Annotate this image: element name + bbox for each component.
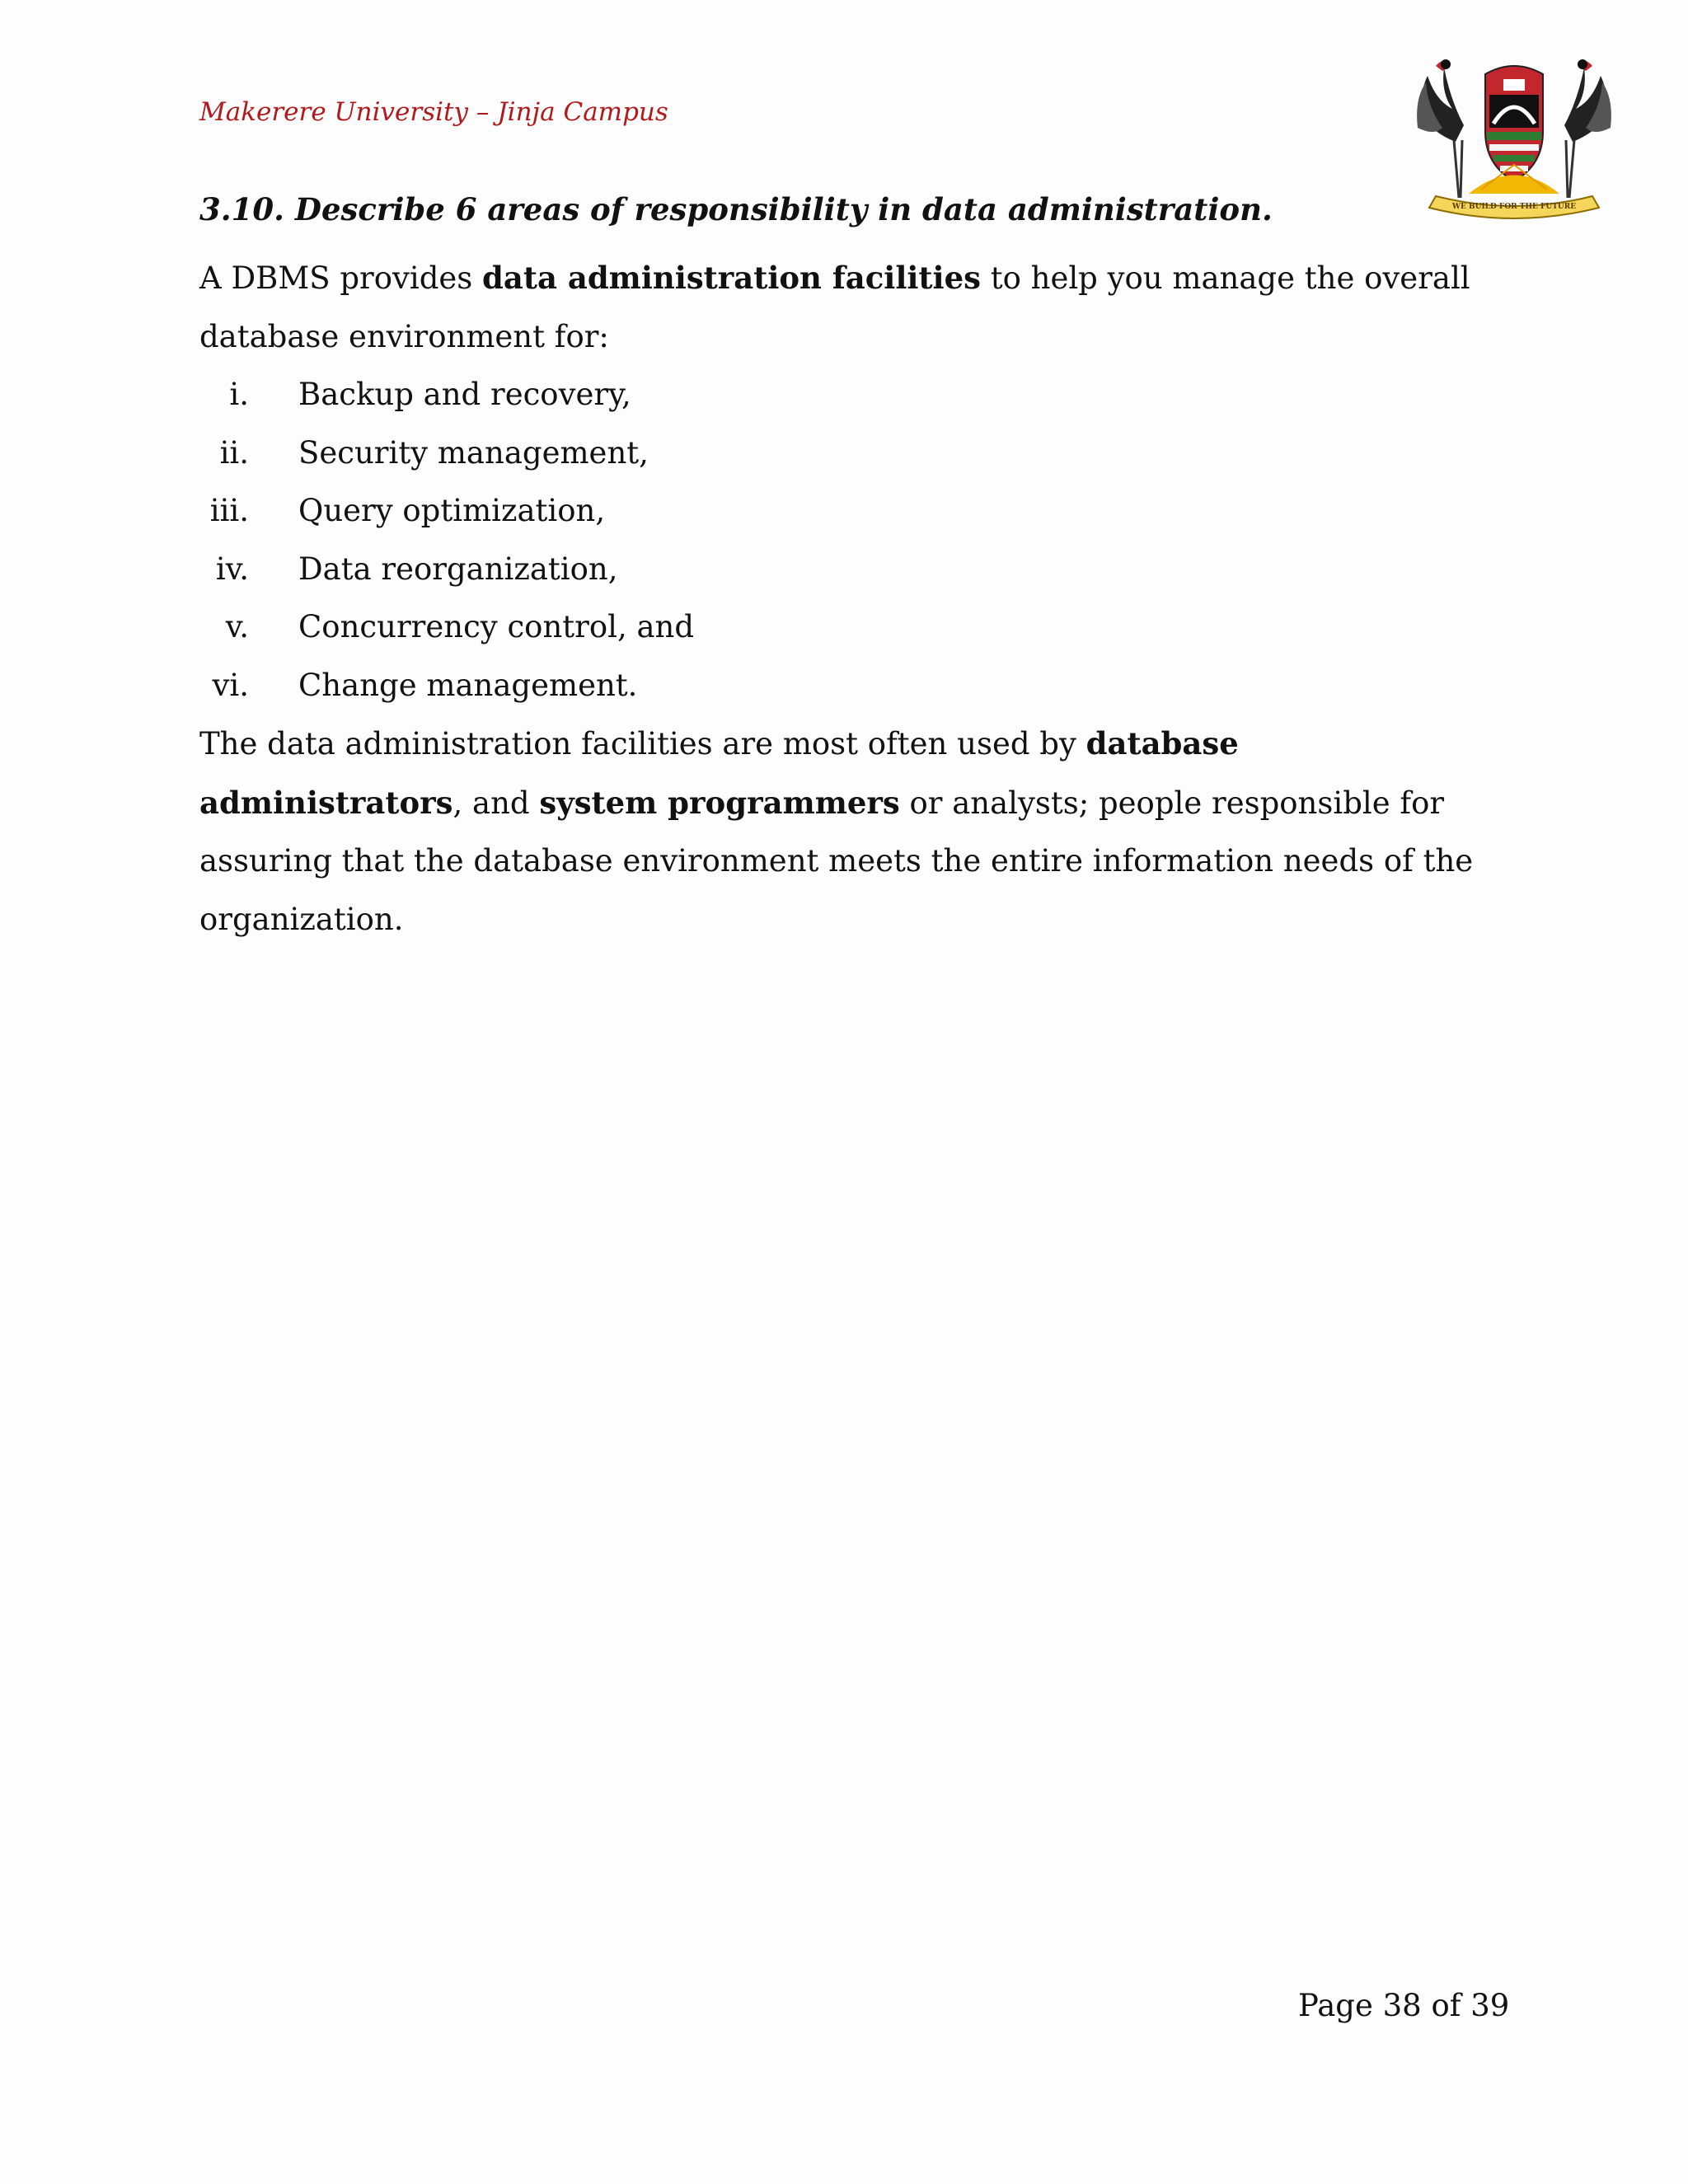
closing-text-1: The data administration facilities are most often used by [199,726,1086,762]
page-number: Page 38 of 39 [1298,1988,1510,2023]
main-content [199,188,1485,949]
list-item [199,424,1485,483]
list-item [199,657,1485,715]
list-item [199,541,1485,599]
intro-bold-term: data administration facilities [482,260,981,296]
list-item-text: Query optimization, [298,493,606,528]
list-item-text: Change management. [298,667,638,703]
list-item-number: iii. [209,493,249,528]
list-item-number: v. [225,609,249,644]
list-item [199,482,1485,541]
closing-paragraph [199,715,1485,949]
intro-text-before: A DBMS provides [199,260,483,296]
list-item [199,598,1485,657]
list-item-number: vi. [212,667,249,703]
crest-motto: WE BUILD FOR THE FUTURE [1451,203,1577,211]
list-item [199,366,1485,424]
list-item-text: Security management, [298,434,649,471]
list-item-text: Concurrency control, and [298,609,695,644]
intro-text-after: to help you manage the overall database environment for: [199,260,1470,354]
left-crane-icon [1417,59,1464,198]
list-item-text: Backup and recovery, [298,377,631,412]
intro-paragraph [199,249,1485,366]
closing-bold-term-2: system programmers [539,784,900,821]
section-heading: 3.10. Describe 6 areas of responsibility in data administration. [199,191,1273,227]
responsibility-list [199,366,1485,715]
list-item-text: Data reorganization, [298,551,618,587]
list-item-number: ii. [219,434,249,471]
closing-text-3: or analysts; people responsible for assuring that the database environment meets the entire information needs of the organization. [199,785,1474,937]
closing-text-2: , and [452,785,540,821]
header-institution: Makerere University – Jinja Campus [199,97,668,127]
closing-bold-term-1: database administrators [199,725,1239,821]
list-item-number: iv. [215,551,249,587]
list-item-number: i. [229,377,249,412]
right-crane-icon [1564,59,1611,198]
